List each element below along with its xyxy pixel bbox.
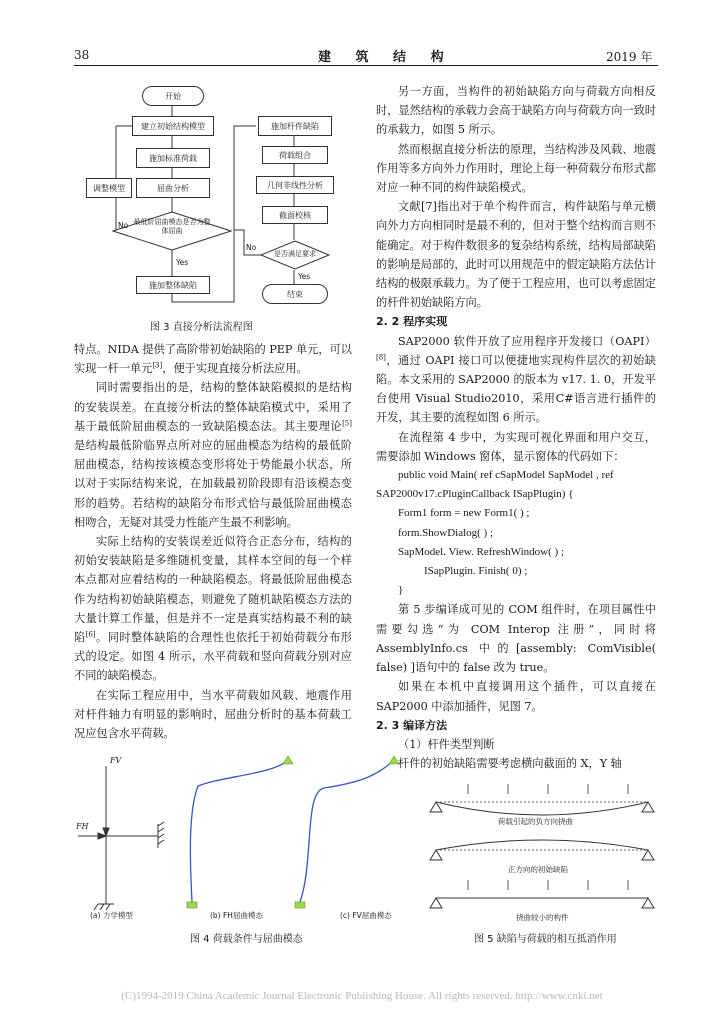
page-number: 38 (74, 48, 90, 62)
left-para-1: 特点。NIDA 提供了高阶带初始缺陷的 PEP 单元，可以实现一杆一单元[3]，便于实现直接分析法应用。 (74, 343, 352, 376)
fig5-label-small-deflection: 挠曲较小的构件 (516, 913, 569, 922)
fig4-sub-b: (b) FH屈曲模态 (210, 911, 263, 920)
right-para-8: 杆件的初始缺陷需要考虑横向截面的 X，Y 轴 (398, 757, 622, 771)
flow-apply-std-load: 施加标准荷载 (136, 148, 210, 168)
fig4-fh-label: FH (76, 822, 89, 831)
flow-satisfy-text: 是否满足要求 (274, 250, 316, 258)
code-line-3: Form1 form = new Form1( ) ; (398, 507, 530, 520)
copyright-footer: (C)1994-2019 China Academic Journal Electronic Publishing House. All rights reserved. http://www.cnki.net (121, 990, 603, 1002)
figure5-drawing (428, 780, 658, 926)
journal-name: 建 筑 结 构 (318, 50, 454, 65)
left-para-4: 在实际工程应用中，当水平荷载如风载、地震作用对杆件轴力有明显的影响时，屈曲分析时的基本荷载工况应包含水平荷载。 (74, 688, 352, 741)
flow-adjust-model: 调整模型 (86, 178, 132, 198)
fig4-fv-label: FV (110, 756, 122, 765)
flow-buckling: 屈曲分析 (136, 178, 210, 198)
flow-end: 结束 (262, 284, 328, 304)
header-rule (74, 65, 658, 66)
right-para-4: SAP2000 软件开放了应用程序开发接口（OAPI）[8]，通过 OAPI 接口可以便捷地实现构件层次的初始缺陷。本文采用的 SAP2000 的版本为 v17. 1. 0，开发平台使用 Visual Studio2010，采用C#语言进行插件的开发，其主要的流程如图 6 所示。 (376, 334, 656, 425)
right-para-1: 另一方面，当构件的初始缺陷方向与荷载方向相反时，显然结构的承载力会高于缺陷方向与荷载方向一致时的承载力，如图 5 所示。 (376, 85, 656, 137)
code-line-7: } (398, 584, 404, 597)
right-para-2: 然而根据直接分析法的原理，当结构涉及风载、地震作用等多方向外力作用时，理论上每一种荷载分布形式都对应一种不同的构件缺陷模式。 (376, 142, 656, 195)
figure4-caption: 图 4 荷载条件与屈曲模态 (190, 934, 303, 945)
left-column (74, 340, 352, 743)
flow-label-yes2: Yes (298, 272, 311, 281)
code-line-6: ISapPlugin. Finish( 0) ; (424, 565, 528, 578)
code-line-5: SapModel. View. RefreshWindow( ) ; (398, 545, 565, 558)
left-para-2: 同时需要指出的是，结构的整体缺陷模拟的是结构的安装误差。在直接分析法的整体缺陷模式中，采用了基于最低阶屈曲模态的一致缺陷模态法。其主要理论[5]是结构最低阶临界点所对应的屈曲模态为结构的最低阶屈曲模态，结构按该模态变形将处于势能最小状态，所以对于实际结构来说，在加载最初阶段即有沿该模态变形的趋势。若结构的缺陷分布形式恰与最低阶屈曲模态相吻合，无疑对其受力性能产生最不利影响。 (74, 381, 352, 529)
right-para-7: 如果在本机中直接调用这个插件，可以直接在 SAP2000 中添加插件，见图 7。 (376, 680, 656, 713)
journal-year: 2019 年 (606, 50, 653, 64)
figure5 (428, 780, 658, 926)
figure4-drawing (74, 752, 424, 922)
flow-start: 开始 (142, 86, 204, 106)
flow-label-yes1: Yes (176, 258, 189, 267)
code-line-1: public void Main( ref cSapModel SapModel , ref (398, 469, 614, 482)
right-para-5: 在流程第 4 步中，为实现可视化界面和用户交互，需要添加 Windows 窗体，显示窗体的代码如下： (376, 430, 656, 463)
flow-check: 截面校核 (262, 206, 328, 224)
flow-nonlinear: 几何非线性分析 (256, 176, 334, 194)
flow-apply-member: 施加杆件缺陷 (258, 116, 332, 136)
flow-label-no2: No (246, 243, 257, 252)
right-para-3: 文献[7]指出对于单个构件而言，构件缺陷与单元横向外力方向相同时是最不利的，但对于整个结构而言则不能确定。对于构件数很多的复杂结构系统，结构局部缺陷的影响是局部的，此时可以用规范中的假定缺陷方法估计结构的极限承载力。为了便于工程应用，也可以考虑固定的杆件初始缺陷方向。 (376, 200, 656, 310)
section-2-2-heading: 2. 2 程序实现 (376, 315, 448, 329)
right-column (376, 82, 656, 773)
flow-apply-global: 施加整体缺陷 (136, 276, 210, 294)
figure3-caption: 图 3 直接分析法流程图 (150, 322, 253, 333)
fig5-label-negative-deflection: 荷载引起的负方向挠曲 (498, 817, 573, 826)
flow-load-combo: 荷载组合 (262, 146, 328, 164)
flow-build-model: 建立初始结构模型 (132, 116, 214, 136)
section-2-3-heading: 2. 3 编译方法 (376, 718, 448, 732)
code-line-4: form.ShowDialog( ) ; (398, 526, 494, 539)
section-2-3-1-heading: （1）杆件类型判断 (398, 737, 495, 751)
fig4-sub-a: (a) 力学模型 (90, 911, 133, 920)
figure5-caption: 图 5 缺陷与荷载的相互抵消作用 (474, 934, 617, 945)
figure4 (74, 752, 424, 922)
fig5-label-positive-defect: 正方向的初始缺陷 (508, 865, 568, 874)
code-line-2: SAP2000v17.cPluginCallback ISapPlugin) { (376, 488, 574, 501)
flow-label-no1: No (118, 221, 129, 230)
flow-decision-text: 最低阶屈曲模态是否为整体屈曲 (133, 218, 211, 235)
left-para-3: 实际上结构的安装误差近似符合正态分布，结构的初始安装缺陷是多维随机变量，其样本空间的每一个样本点都对应着结构的一种缺陷模态。将最低阶屈曲模态作为结构初始缺陷模态，则避免了随机缺陷模态方法的大量计算工作量，但是并不一定是真实结构最不利的缺陷[6]。同时整体缺陷的合理性也依托于初始荷载分布形式的设定。如图 4 所示，水平荷载和竖向荷载分别对应不同的缺陷模态。 (74, 535, 352, 683)
fig4-sub-c: (c) FV屈曲模态 (340, 911, 392, 920)
figure3-flowchart (74, 78, 364, 308)
right-para-6: 第 5 步编译成可见的 COM 组件时，在项目属性中需要勾选“为 COM Interop 注册”，同时将 AssemblyInfo.cs 中的[assembly: ComVisible( false) ]语句中的 false 改为 true。 (376, 603, 656, 675)
